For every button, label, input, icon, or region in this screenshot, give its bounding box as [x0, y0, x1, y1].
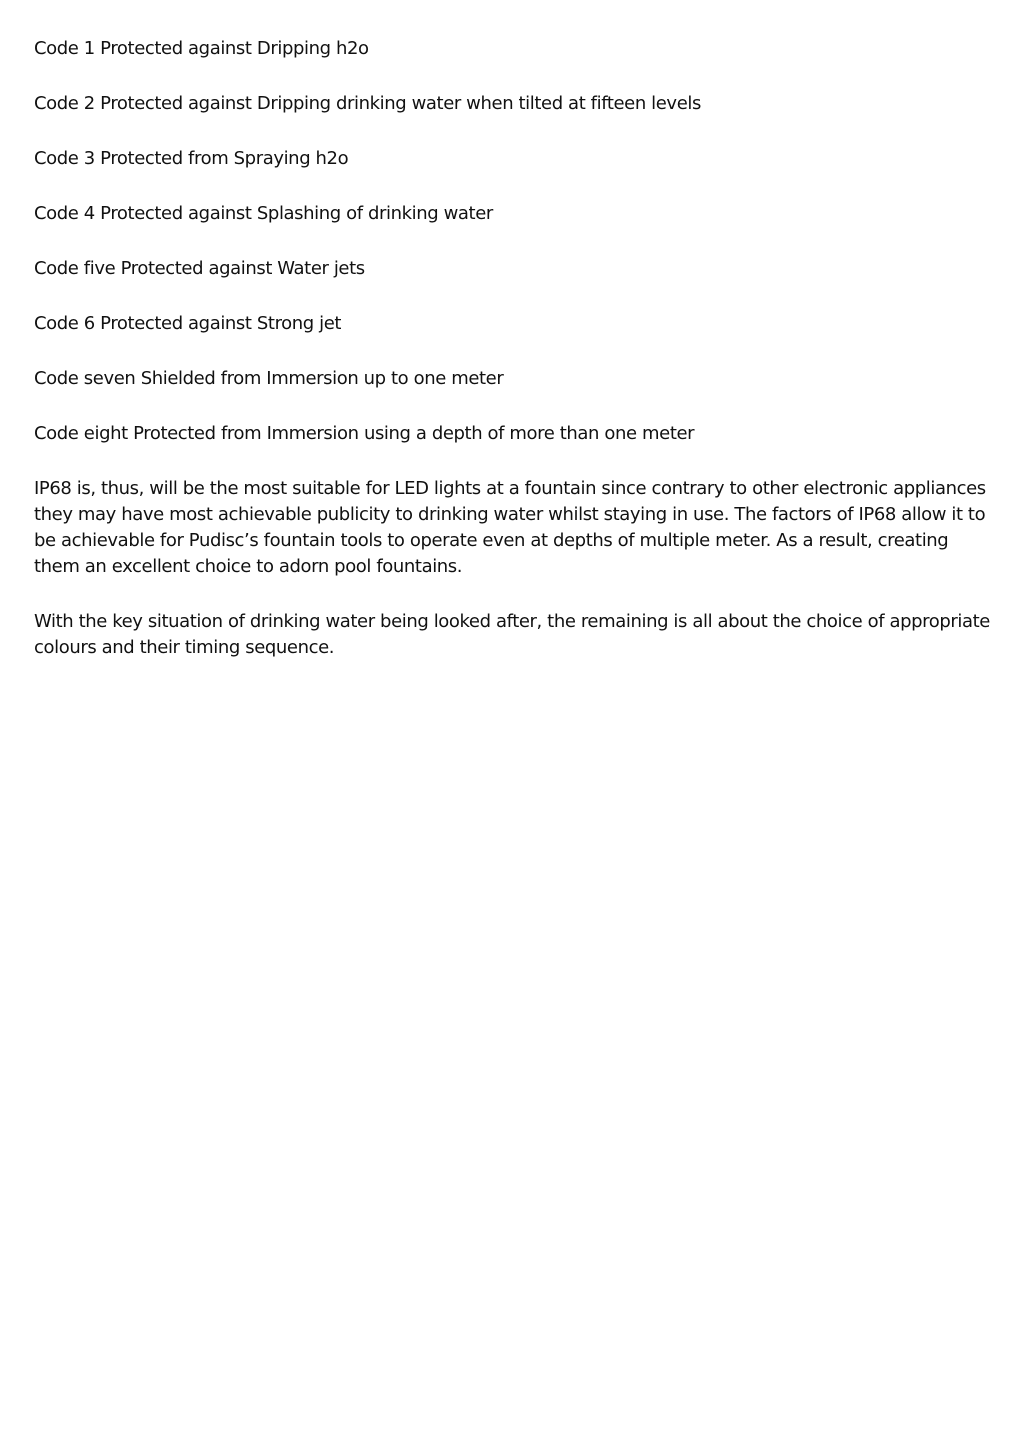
ip-code-line-3: Code 3 Protected from Spraying h2o: [34, 148, 349, 169]
ip-code-line-8: Code eight Protected from Immersion using a depth of more than one meter: [34, 423, 695, 444]
closing-paragraph: With the key situation of drinking water being looked after, the remaining is all about the choice of appropriate colours and their timing sequence.: [34, 611, 990, 658]
ip-code-line-6: Code 6 Protected against Strong jet: [34, 313, 342, 334]
ip68-paragraph: IP68 is, thus, will be the most suitable for LED lights at a fountain since contrary to other electronic appliances they may have most achievable publicity to drinking water whilst staying in use. The factors of IP68 allow it to be achievable for Pudisc’s fountain tools to operate even at depths of multiple meter. As a result, creating them an excellent choice to adorn pool fountains.: [34, 478, 986, 577]
document-page: [34, 36, 994, 690]
ip-code-line-4: Code 4 Protected against Splashing of drinking water: [34, 203, 493, 224]
ip-code-line-1: Code 1 Protected against Dripping h2o: [34, 38, 369, 59]
ip-code-line-7: Code seven Shielded from Immersion up to one meter: [34, 368, 504, 389]
ip-code-list: [34, 36, 994, 447]
ip-code-line-2: Code 2 Protected against Dripping drinking water when tilted at fifteen levels: [34, 93, 701, 114]
ip-code-line-5: Code five Protected against Water jets: [34, 258, 365, 279]
